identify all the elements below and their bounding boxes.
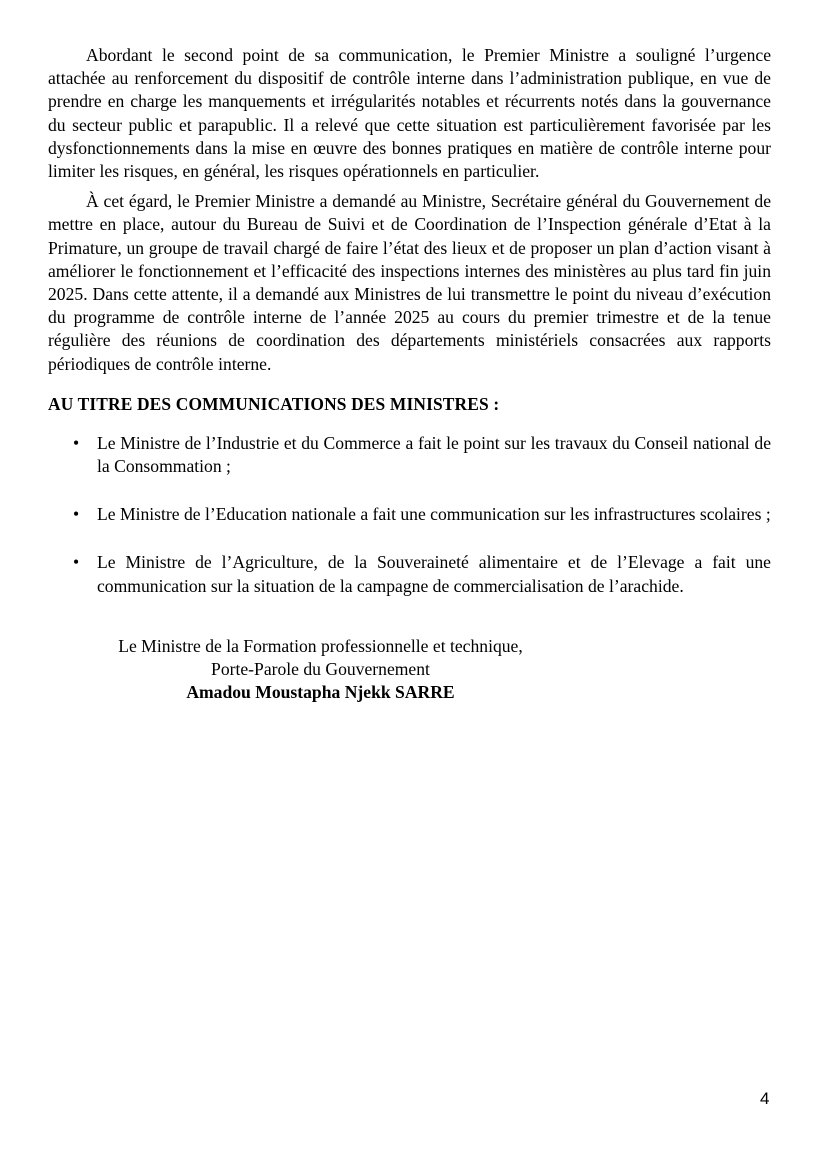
section-heading-communications-ministres: AU TITRE DES COMMUNICATIONS DES MINISTRES : [48, 393, 500, 414]
list-item-industrie-commerce [48, 432, 771, 478]
paragraph-groupe-de-travail: À cet égard, le Premier Ministre a demandé au Ministre, Secrétaire général du Gouvernement de mettre en place, autour du Bureau de Suivi et de Coordination de l’Inspection générale d’Etat à la Primature, un groupe de travail chargé de faire l’état des lieux et de proposer un plan d’action visant à améliorer le fonctionnement et l’efficacité des inspections internes des ministères au plus tard fin juin 2025. Dans cette attente, il a demandé aux Ministres de lui transmettre le point du niveau d’exécution du programme de contrôle interne de l’année 2025 au cours du premier trimestre et de la tenue régulière des réunions de coordination des départements ministériels consacrées aux rapports périodiques de contrôle interne. [48, 191, 771, 374]
bullet-icon: • [73, 552, 80, 573]
bullet-icon: • [73, 504, 80, 525]
bullet-icon: • [73, 432, 80, 453]
communications-list [48, 432, 771, 598]
paragraph-controle-interne: Abordant le second point de sa communication, le Premier Ministre a souligné l’urgence attachée au renforcement du dispositif de contrôle interne dans l’administration publique, en vue de prendre en charge les manquements et irrégularités notables et récurrents notés dans la gouvernance du secteur public et parapublic. Il a relevé que cette situation est particulièrement favorisée par les dysfonctionnements dans la mise en œuvre des bonnes pratiques en matière de contrôle interne pour limiter les risques, en général, les risques opérationnels en particulier. [48, 45, 771, 182]
signature-block [48, 635, 593, 705]
signature-name: Amadou Moustapha Njekk SARRE [186, 682, 455, 703]
list-item-label: Le Ministre de l’Industrie et du Commerce a fait le point sur les travaux du Conseil national de la Consommation ; [97, 432, 771, 477]
list-item-education-nationale [48, 503, 771, 526]
list-item-label: Le Ministre de l’Agriculture, de la Souveraineté alimentaire et de l’Elevage a fait une communication sur la situation de la campagne de commercialisation de l’arachide. [97, 552, 771, 596]
document-body [48, 44, 771, 704]
signature-title-line-2: Porte-Parole du Gouvernement [211, 659, 430, 680]
list-item-agriculture-elevage [48, 551, 771, 597]
signature-title-line-1: Le Ministre de la Formation professionnelle et technique, [118, 635, 523, 656]
page-number: 4 [760, 1089, 770, 1108]
list-item-label: Le Ministre de l’Education nationale a fait une communication sur les infrastructures scolaires ; [97, 504, 771, 525]
